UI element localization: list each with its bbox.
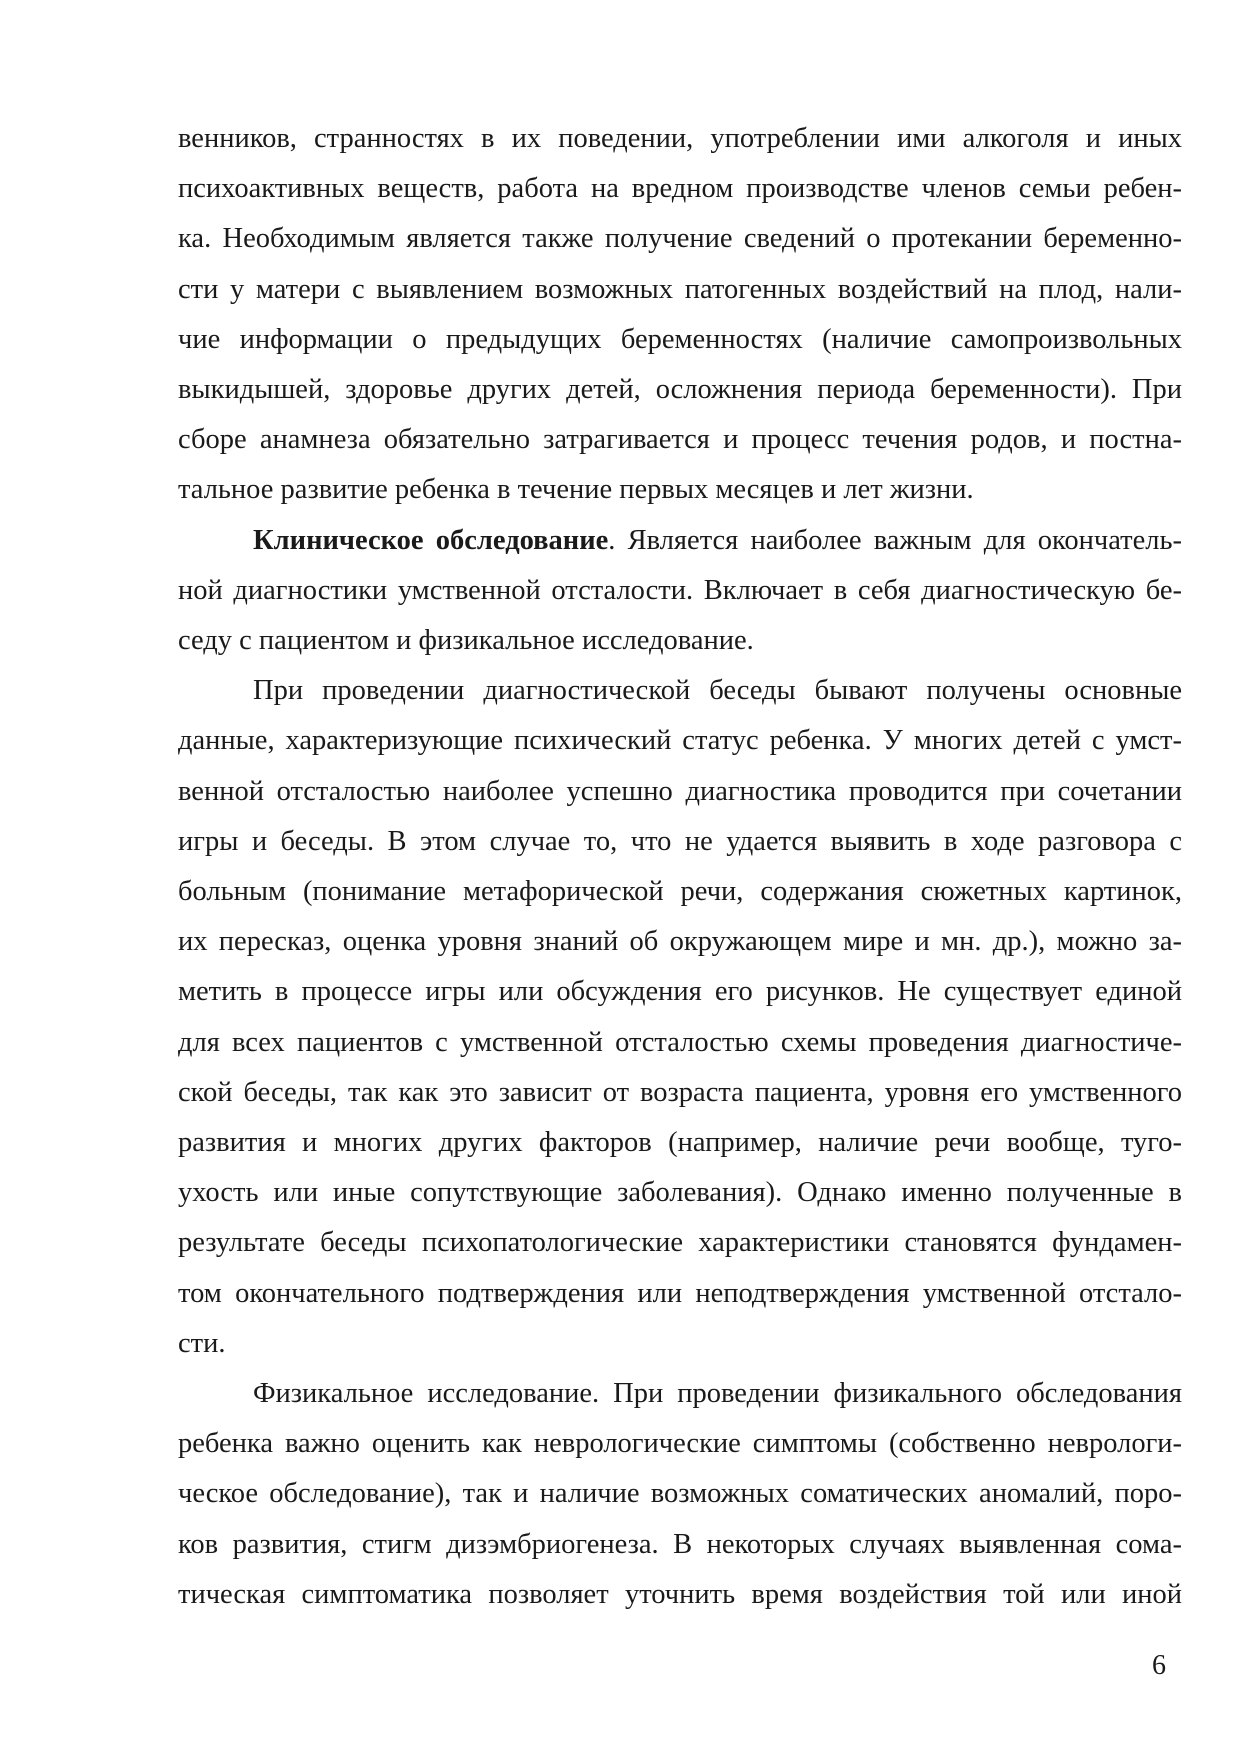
text-line: ной диагностики умственной отсталости. Включает в себя диагностическую бе- [178, 574, 1182, 606]
paragraph-physical-exam [178, 1369, 1182, 1620]
text-line: развития и многих других факторов (например, наличие речи вообще, туго- [178, 1127, 1182, 1159]
text-line: тическая симптоматика позволяет уточнить время воздействия той или иной [178, 1578, 1182, 1610]
paragraph-diagnostic-conversation [178, 666, 1182, 1369]
text-line-rest: . Является наиболее важным для окончатель- [608, 524, 1182, 556]
text-line: данные, характеризующие психический статус ребенка. У многих детей с умст- [178, 725, 1182, 757]
text-line: чие информации о предыдущих беременностях (наличие самопроизвольных [178, 323, 1182, 355]
text-line: результате беседы психопатологические характеристики становятся фундамен- [178, 1227, 1182, 1259]
text-line: для всех пациентов с умственной отсталостью схемы проведения диагностиче- [178, 1026, 1182, 1058]
document-page [178, 114, 1182, 1620]
text-line: ухость или иные сопутствующие заболевания). Однако именно полученные в [178, 1177, 1182, 1209]
text-line: сти у матери с выявлением возможных патогенных воздействий на плод, нали- [178, 273, 1182, 305]
text-line: метить в процессе игры или обсуждения его рисунков. Не существует единой [178, 976, 1182, 1008]
text-line: ребенка важно оценить как неврологические симптомы (собственно неврологи- [178, 1428, 1182, 1460]
text-line: ской беседы, так как это зависит от возраста пациента, уровня его умственного [178, 1076, 1182, 1108]
text-line: выкидышей, здоровье других детей, осложнения периода беременности). При [178, 374, 1182, 406]
text-line: венной отсталостью наиболее успешно диагностика проводится при сочетании [178, 775, 1182, 807]
text-line: ков развития, стигм дизэмбриогенеза. В некоторых случаях выявленная сома- [178, 1528, 1182, 1560]
text-line: Физикальное исследование. При проведении физикального обследования [253, 1378, 1182, 1410]
text-line: ческое обследование), так и наличие возможных соматических аномалий, поро- [178, 1478, 1182, 1510]
paragraph-clinical-exam [178, 516, 1182, 667]
text-line: том окончательного подтверждения или неподтверждения умственной отстало- [178, 1277, 1182, 1309]
text-line: сти. [178, 1327, 226, 1359]
paragraph-anamnesis [178, 114, 1182, 516]
bold-heading-clinical-exam: Клиническое обследование [253, 524, 609, 556]
text-line: игры и беседы. В этом случае то, что не удается выявить в ходе разговора с [178, 825, 1182, 857]
text-line-lead [178, 516, 1182, 566]
text-line: психоактивных веществ, работа на вредном производстве членов семьи ребен- [178, 173, 1182, 205]
text-line: сборе анамнеза обязательно затрагивается и процесс течения родов, и постна- [178, 424, 1182, 456]
text-line: При проведении диагностической беседы бывают получены основные [253, 675, 1182, 707]
text-line: больным (понимание метафорической речи, содержания сюжетных картинок, [178, 876, 1182, 908]
text-line: ка. Необходимым является также получение сведений о протекании беременно- [178, 223, 1182, 255]
page-number: 6 [1152, 1650, 1166, 1681]
text-line: седу с пациентом и физикальное исследование. [178, 625, 754, 657]
text-line: венников, странностях в их поведении, употреблении ими алкоголя и иных [178, 123, 1182, 154]
text-line: тальное развитие ребенка в течение первых месяцев и лет жизни. [178, 474, 974, 506]
text-line: их пересказ, оценка уровня знаний об окружающем мире и мн. др.), можно за- [178, 926, 1182, 958]
